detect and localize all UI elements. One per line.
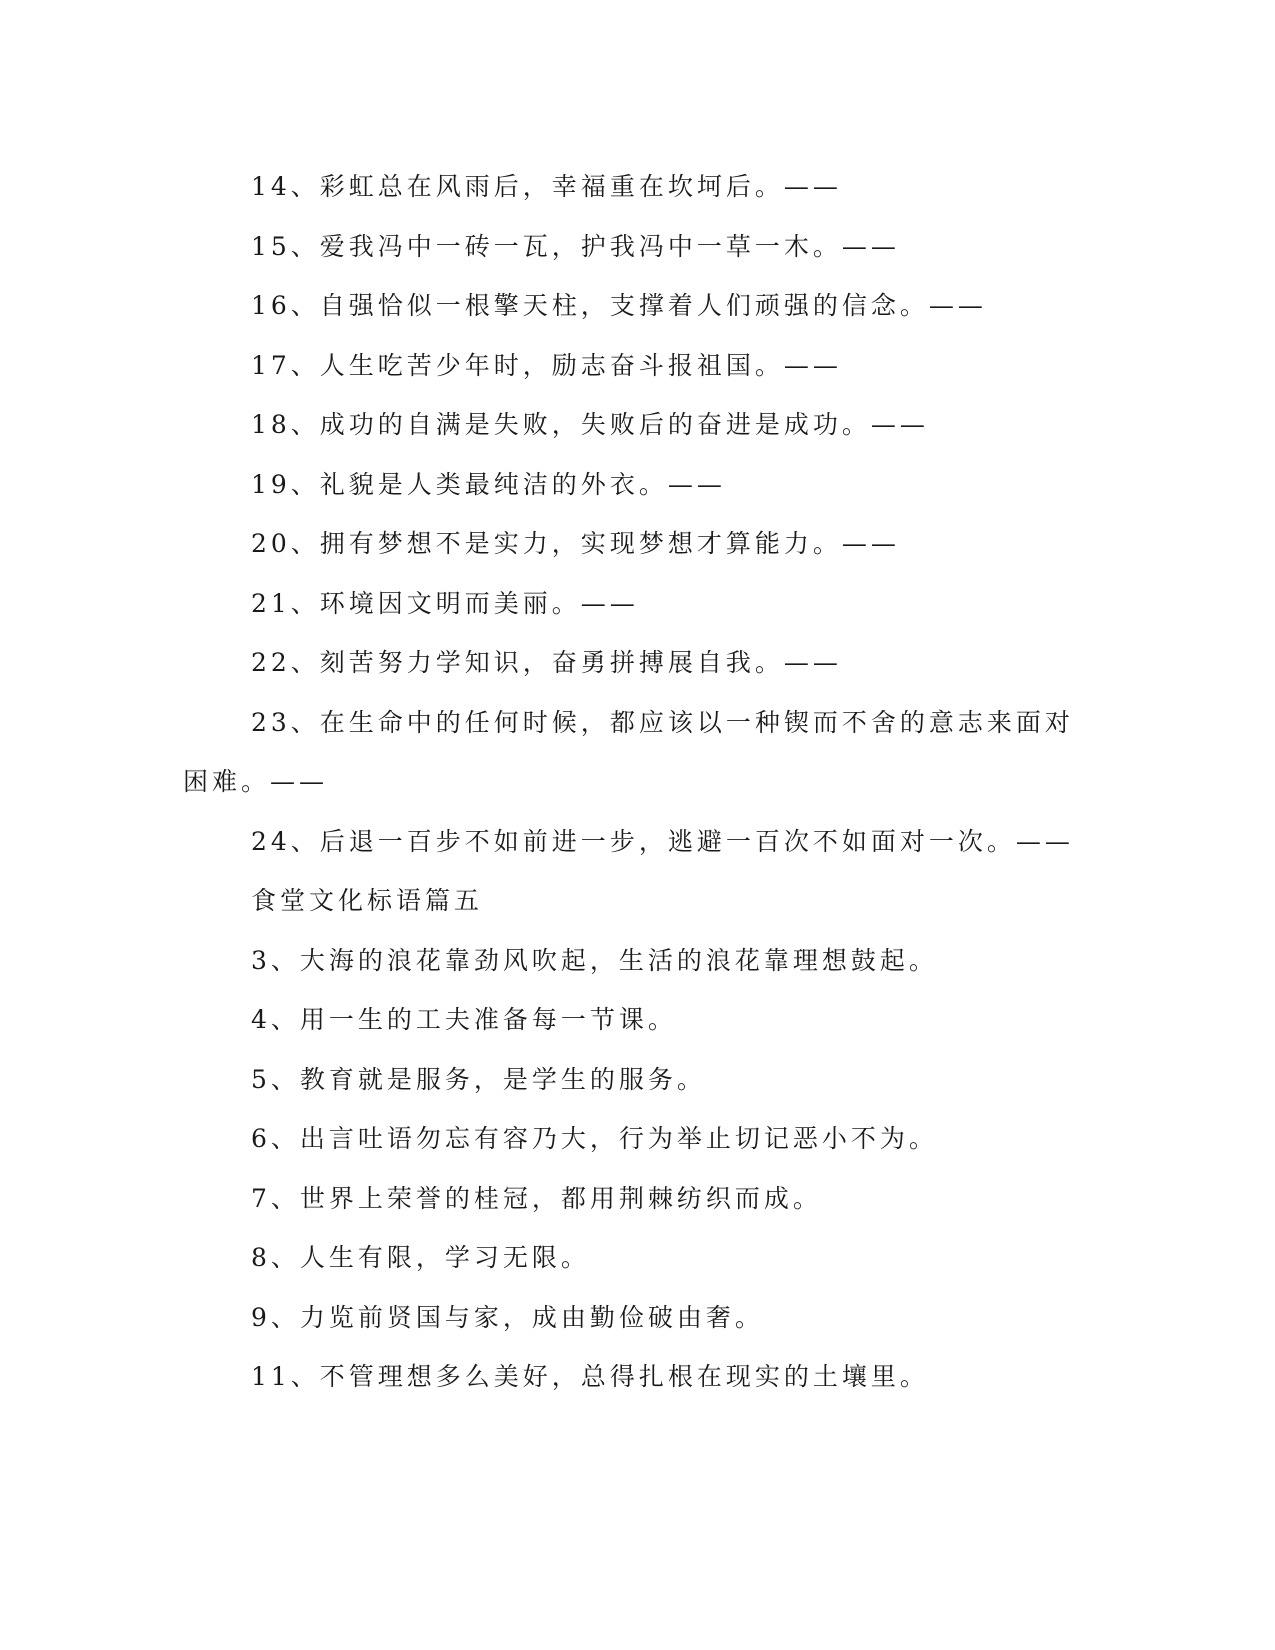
slogan-line: 15、爱我冯中一砖一瓦，护我冯中一草一木。—— xyxy=(251,231,900,261)
slogan-line: 20、拥有梦想不是实力，实现梦想才算能力。—— xyxy=(251,529,900,558)
slogan-line: 19、礼貌是人类最纯洁的外衣。—— xyxy=(251,469,726,499)
slogan-line: 16、自强恰似一根擎天柱，支撑着人们顽强的信念。—— xyxy=(251,291,987,320)
slogan-line: 9、力览前贤国与家，成由勤俭破由奢。 xyxy=(251,1302,764,1332)
slogan-line: 22、刻苦努力学知识，奋勇拼搏展自我。—— xyxy=(251,648,842,677)
slogan-line: 21、环境因文明而美丽。—— xyxy=(251,588,639,618)
document-body xyxy=(183,157,1083,1407)
slogan-line: 11、不管理想多么美好，总得扎根在现实的土壤里。 xyxy=(251,1362,929,1391)
slogan-line: 3、大海的浪花靠劲风吹起，生活的浪花靠理想鼓起。 xyxy=(251,945,938,975)
slogan-line: 18、成功的自满是失败，失败后的奋进是成功。—— xyxy=(251,410,929,439)
slogan-line-continuation: 困难。—— xyxy=(183,767,329,796)
slogan-line: 4、用一生的工夫准备每一节课。 xyxy=(251,1005,677,1034)
slogan-line: 5、教育就是服务，是学生的服务。 xyxy=(251,1064,706,1094)
slogan-line: 7、世界上荣誉的桂冠，都用荆棘纺织而成。 xyxy=(251,1183,822,1213)
slogan-line: 8、人生有限，学习无限。 xyxy=(251,1243,590,1272)
slogan-line: 14、彩虹总在风雨后，幸福重在坎坷后。—— xyxy=(251,172,842,201)
section-heading: 食堂文化标语篇五 xyxy=(251,886,484,915)
slogan-line: 23、在生命中的任何时候，都应该以一种锲而不舍的意志来面对 xyxy=(251,707,1074,737)
slogan-line: 6、出言吐语勿忘有容乃大，行为举止切记恶小不为。 xyxy=(251,1124,938,1153)
slogan-line: 24、后退一百步不如前进一步，逃避一百次不如面对一次。—— xyxy=(251,826,1074,856)
slogan-line: 17、人生吃苦少年时，励志奋斗报祖国。—— xyxy=(251,350,842,380)
